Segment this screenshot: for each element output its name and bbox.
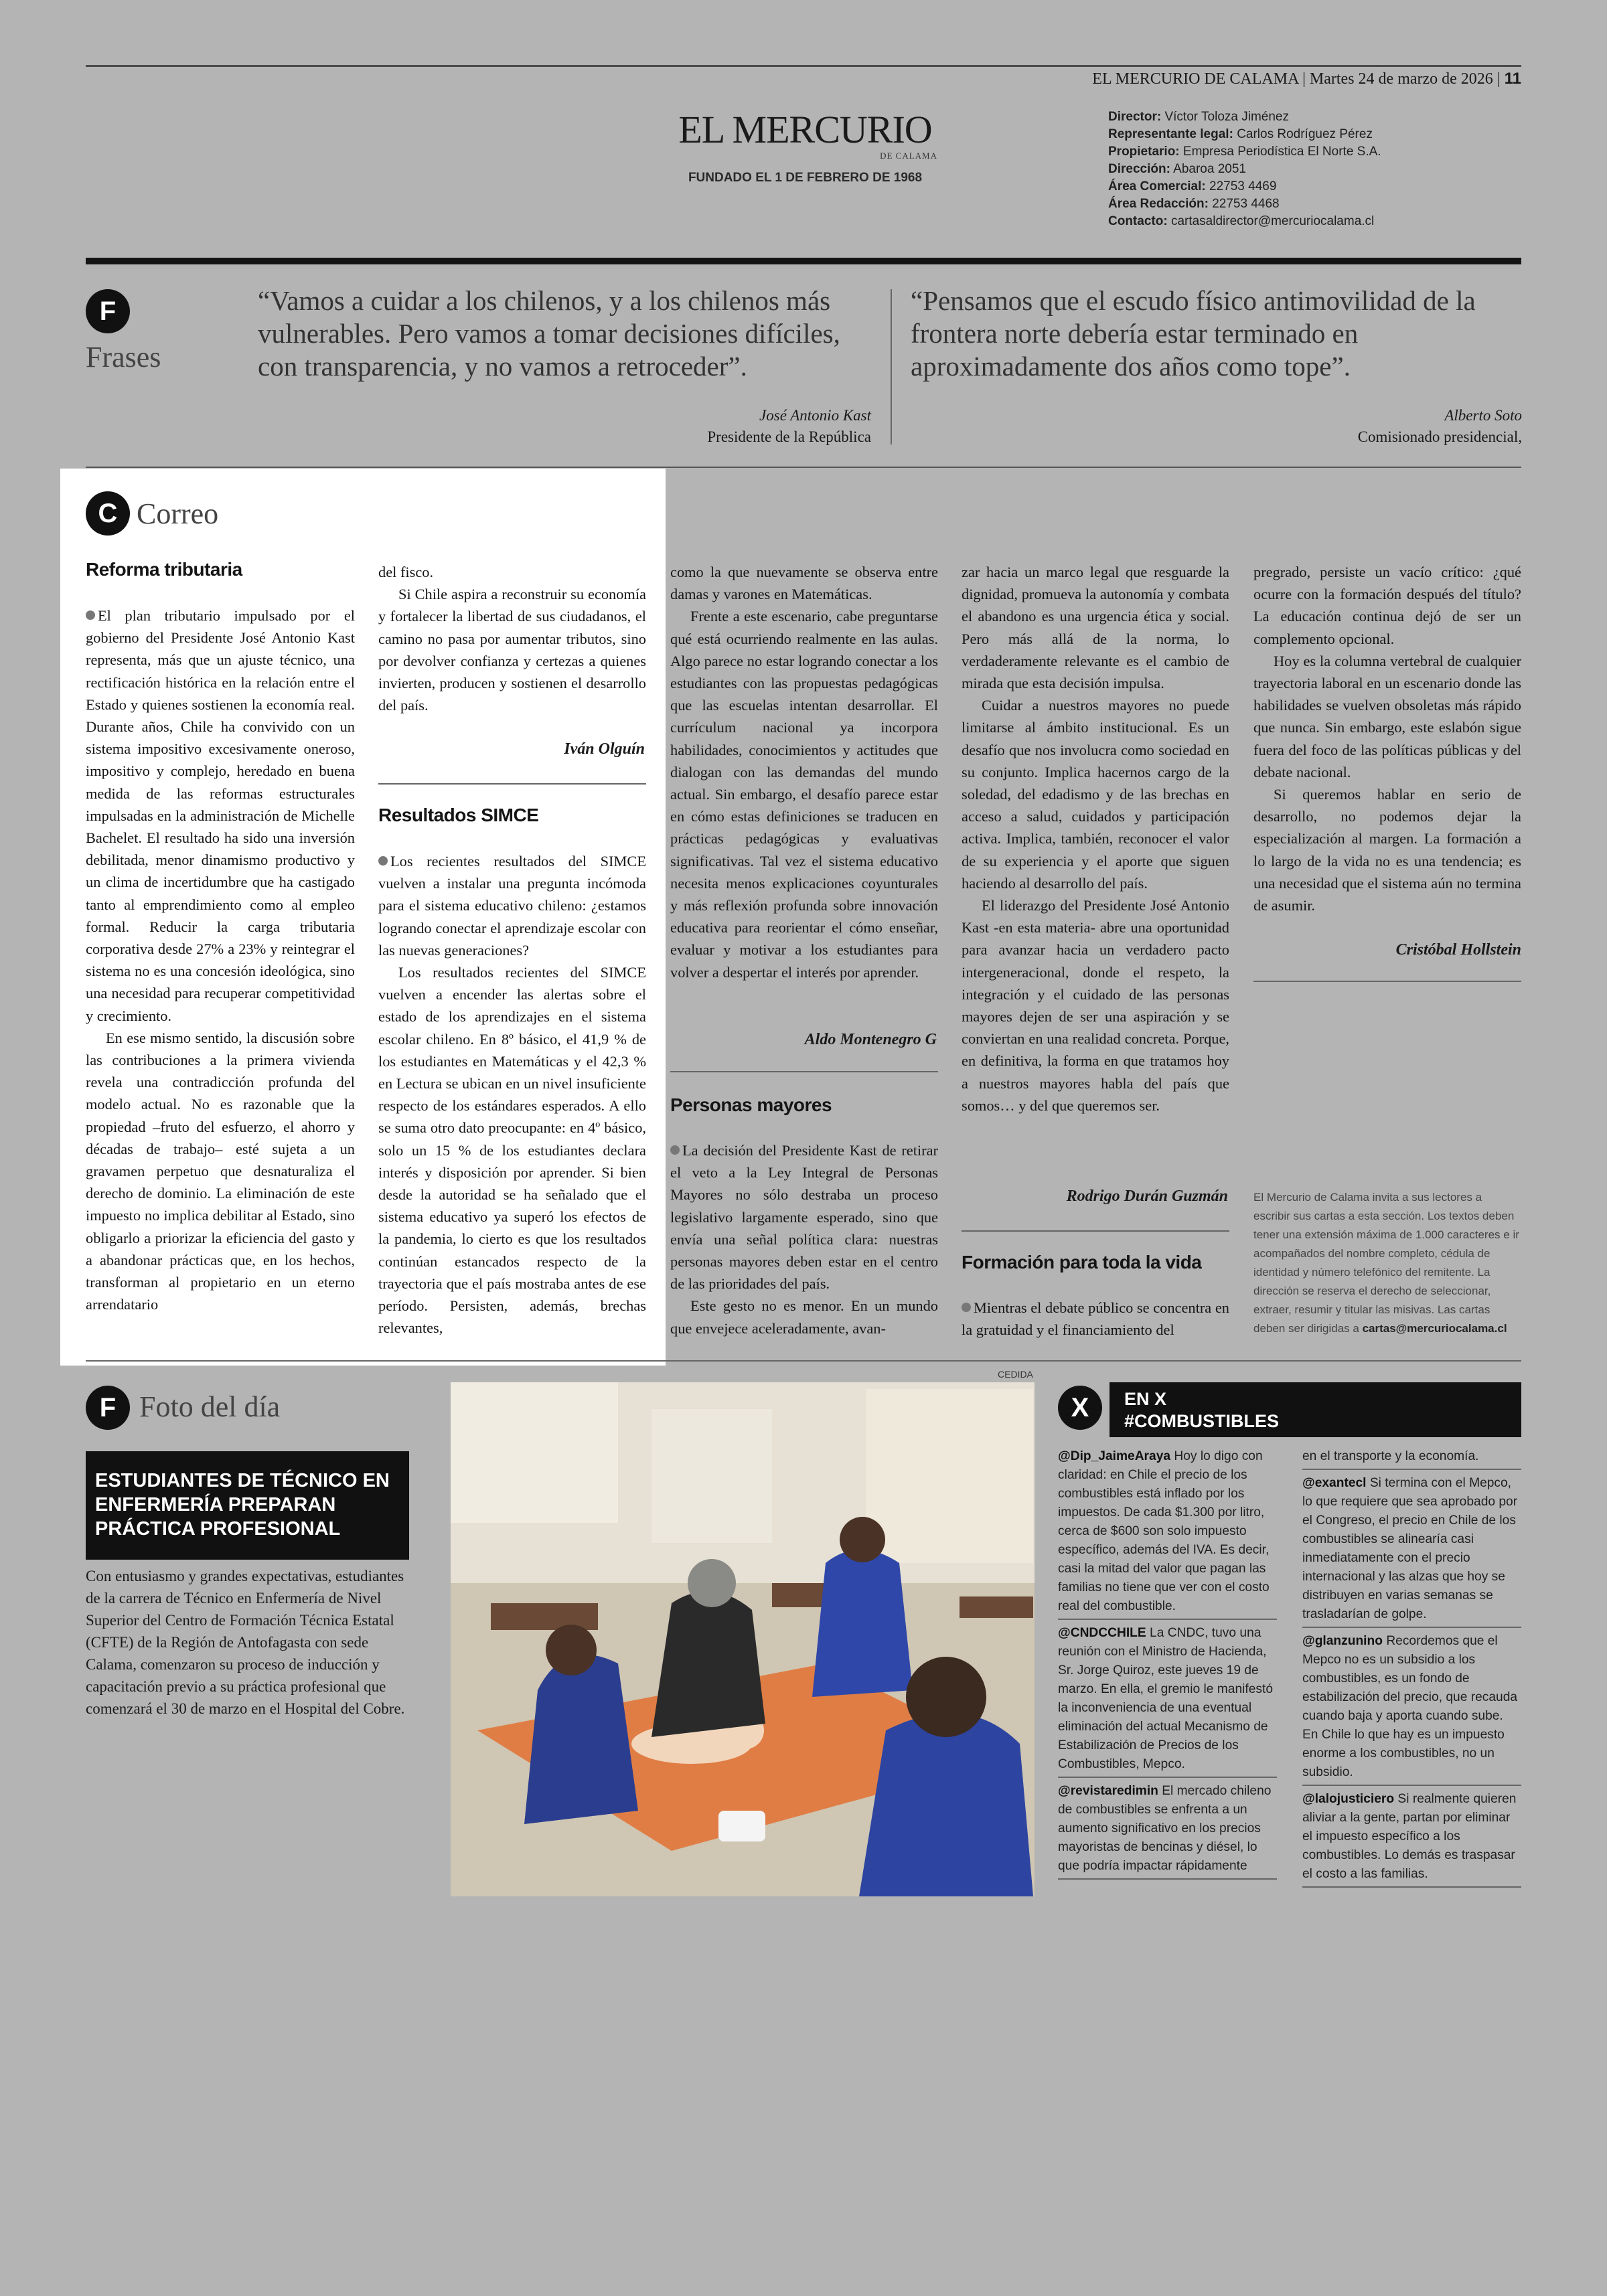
quote-2-author: Alberto Soto — [1444, 407, 1522, 424]
publication-line: EL MERCURIO DE CALAMA | Martes 24 de marzo de 2026 | 11 — [1092, 70, 1521, 88]
tweet: @Dip_JaimeAraya Hoy lo digo con claridad: en Chile el precio de los combustibles está inflado por los impuestos. De cada $1.300 por litro, cerca de $600 son solo impuesto específico, además del IVA. Es decir, casi la mitad del valor que pagan las familias no tiene que ver con el costo real del combustible. — [1058, 1446, 1277, 1620]
letter-1-author: Iván Olguín — [564, 740, 645, 758]
bullet-icon — [86, 610, 95, 620]
photo-headline: ESTUDIANTES DE TÉCNICO EN ENFERMERÍA PREPARAN PRÁCTICA PROFESIONAL — [86, 1451, 409, 1560]
masthead-logo: EL MERCURIO — [678, 108, 932, 151]
bullet-icon — [670, 1145, 680, 1155]
page-number: 11 — [1504, 70, 1521, 88]
photo-cpr-training — [451, 1382, 1035, 1896]
tweet-handle[interactable]: @exantecl — [1302, 1476, 1367, 1490]
letter-3-col4: zar hacia un marco legal que resguarde la dignidad, promueva la autonomía y combata el abandono es una urgencia ética y social. Pero más allá de la norma, lo verdaderamente relevante es el cambio de mirada que esta decisión impulsa. Cuidar a nuestros mayores no puede limitarse al ámbito institucional. Es un desafío que nos involucra como sociedad en su conjunto. Implica hacernos cargo de la soledad, del edadismo y de las brechas en acceso a salud, cuidados y participación activa. Implica, también, reconocer el valor de su experiencia y el aporte que siguen haciendo al desarrollo del país. El liderazgo del Presidente José Antonio Kast -en esta materia- abre una oportunidad para avanzar hacia un verdadero pacto intergeneracional, donde el respeto, la integración y el cuidado de las personas mayores dejen de ser una aspiración y se conviertan en una realidad concreta. Porque, en definitiva, la forma en que tratamos hoy a nuestros mayores habla del país que somos… y del que queremos ser. — [962, 564, 1229, 1114]
staff-box — [1108, 108, 1510, 230]
letter-3-title: Personas mayores — [670, 1094, 832, 1115]
quote-1-text: “Vamos a cuidar a los chilenos, y a los chilenos más vulnerables. Pero vamos a tomar decisiones difíciles, con transparencia, y no vamos a retroceder”. — [258, 285, 840, 382]
letter-1-title: Reforma tributaria — [86, 559, 242, 580]
contact-email[interactable]: cartasaldirector@mercuriocalama.cl — [1170, 214, 1375, 228]
tweet-handle[interactable]: @CNDCCHILE — [1058, 1626, 1146, 1640]
tweet-handle[interactable]: @Dip_JaimeAraya — [1058, 1449, 1171, 1463]
tweet-handle[interactable]: @revistaredimin — [1058, 1784, 1158, 1798]
photo-caption: Con entusiasmo y grandes expectativas, estudiantes de la carrera de Técnico en Enfermería de Nivel Superior del Centro de Formación Técnica Estatal (CFTE) de la Región de Antofagasta con sede Calama, comenzaron su proceso de inducción y capacitación previo a su práctica profesional que comenzará el 30 de marzo en el Hospital del Cobre. — [86, 1568, 405, 1717]
enx-hashtag[interactable]: #COMBUSTIBLES — [1124, 1411, 1280, 1431]
frases-bottom-rule — [86, 467, 1521, 468]
staff-line: Propietario: Empresa Periodística El Norte S.A. — [1108, 145, 1381, 159]
letter-4-col4: Mientras el debate público se concentra en la gratuidad y el financiamiento del — [962, 1299, 1229, 1339]
x-badge-icon: X — [1058, 1386, 1102, 1430]
column-rule — [962, 1230, 1229, 1232]
tweet: @lalojusticiero Si realmente quieren aliviar a la gente, partan por eliminar el impuesto específico a los combustibles. Lo demás es traspasar el costo a las familias. — [1302, 1789, 1521, 1888]
letter-4-author: Cristóbal Hollstein — [1395, 941, 1521, 959]
quote-2-text: “Pensamos que el escudo físico antimovilidad de la frontera norte debería estar terminado en aproximadamente dos años como tope”. — [911, 285, 1476, 382]
quote-1-role: Presidente de la República — [707, 428, 871, 445]
staff-line: Área Redacción: 22753 4468 — [1108, 197, 1280, 211]
founded-line: FUNDADO EL 1 DE FEBRERO DE 1968 — [688, 171, 923, 185]
tweet-handle[interactable]: @lalojusticiero — [1302, 1792, 1395, 1806]
tweet-handle[interactable]: @glanzunino — [1302, 1634, 1383, 1648]
bullet-icon — [378, 856, 388, 866]
letter-3-author: Rodrigo Durán Guzmán — [1066, 1187, 1228, 1205]
masthead-subtitle: DE CALAMA — [880, 151, 937, 161]
tweet: en el transporte y la economía. — [1302, 1446, 1521, 1470]
staff-line: Representante legal: Carlos Rodríguez Pérez — [1108, 127, 1373, 141]
letter-4-title: Formación para toda la vida — [962, 1252, 1202, 1273]
correo-badge-icon: C — [86, 491, 130, 536]
foto-label: Foto del día — [139, 1390, 281, 1423]
column-rule — [1253, 981, 1521, 982]
photo-credit: CEDIDA — [998, 1369, 1033, 1380]
tweet: @CNDCCHILE La CNDC, tuvo una reunión con el Ministro de Hacienda, Sr. Jorge Quiroz, este jueves 19 de marzo. En ella, el gremio le manifestó la inconveniencia de una eventual eliminación del actual Mecanismo de Estabilización de Precios de los Combustibles, Mepco. — [1058, 1623, 1277, 1778]
tweet: @revistaredimin El mercado chileno de combustibles se enfrenta a un aumento significativo en los precios mayoristas de bencinas y diésel, lo que podría impactar rápidamente — [1058, 1781, 1277, 1880]
bullet-icon — [962, 1303, 971, 1312]
publication-name: EL MERCURIO DE CALAMA — [1092, 70, 1299, 88]
staff-line: Director: Víctor Toloza Jiménez — [1108, 110, 1289, 124]
frases-label: Frases — [86, 341, 161, 374]
tweet: @glanzunino Recordemos que el Mepco no es un subsidio a los combustibles, es un fondo de estabilización del precio, que recauda cuando baja y aporta cuando sube. En Chile lo que hay es un impuesto enorme a los combustibles, no un subsidio. — [1302, 1631, 1521, 1786]
letter-3-col3: La decisión del Presidente Kast de retirar el veto a la Ley Integral de Personas Mayores no sólo destraba un proceso legislativo largamente esperado, sino que envía una señal política clara: nuestras personas mayores deben estar en el centro de las prioridades del país. Este gesto no es menor. En un mundo que envejece aceleradamente, avan- — [670, 1142, 938, 1337]
frases-badge-icon: F — [86, 289, 130, 333]
staff-line: Contacto: cartasaldirector@mercuriocalama.cl — [1108, 214, 1375, 228]
letter-2-title: Resultados SIMCE — [378, 805, 539, 825]
publication-date: Martes 24 de marzo de 2026 — [1309, 70, 1493, 88]
letters-email[interactable]: cartas@mercuriocalama.cl — [1362, 1322, 1507, 1335]
masthead — [673, 110, 937, 185]
column-rule — [670, 1071, 938, 1072]
letters-notice: El Mercurio de Calama invita a sus lectores a escribir sus cartas a esta sección. Los textos deben tener una extensión máxima de 1.000 caracteres e ir acompañados del nombre completo, cédula de identidad y número telefónico del remitente. La dirección se reserva el derecho de seleccionar, extraer, resumir y titular las misivas. Las cartas deben ser dirigidas a cartas@mercuriocalama.cl — [1253, 1191, 1519, 1335]
section-rule — [86, 258, 1521, 264]
column-rule — [378, 783, 646, 785]
quote-divider — [891, 289, 892, 444]
letter-2-col3: como la que nuevamente se observa entre damas y varones en Matemáticas. Frente a este escenario, cabe preguntarse qué está ocurriendo realmente en las aulas. Algo parece no estar logrando conectar a los estudiantes con las propuestas pedagógicas que las escuelas intentan desarrollar. El currículum nacional ya incorpora habilidades, conocimientos y actitudes que dialogan con las demandas del mundo actual. Sin embargo, el desafío parece estar en cómo estas definiciones se traducen en prácticas pedagógicas y evaluativas significativas. Tal vez el sistema educativo necesita menos explicaciones coyunturales y más reflexión profunda sobre innovación educativa para reorientar el cómo enseñar, evaluar y motivar a los estudiantes para volver a despertar el interés por aprender. — [670, 564, 938, 981]
quote-2-role: Comisionado presidencial, — [1357, 428, 1522, 445]
bottom-rule — [86, 1360, 1521, 1362]
staff-line: Dirección: Abaroa 2051 — [1108, 162, 1246, 176]
letter-2-col2: Los recientes resultados del SIMCE vuelven a instalar una pregunta incómoda para el sistema educativo chileno: ¿estamos logrando conectar el aprendizaje escolar con las nuevas generaciones? Los resultados recientes del SIMCE vuelven a encender las alertas sobre el estado de los aprendizajes en el sistema escolar chileno. En 8º básico, el 41,9 % de los estudiantes en Matemáticas y el 42,3 % en Lectura se ubican en un nivel insuficiente respecto de los estándares esperados. A ello se suma otro dato preocupante: en 4º básico, solo un 15 % de los estudiantes declara interés y disposición por aprender. Si bien desde la autoridad se ha señalado que el sistema educativo ya superó los efectos de la pandemia, lo cierto es que los resultados continúan estancados respecto de la trayectoria que el país mostraba antes de ese período. Persisten, además, brechas relevantes, — [378, 853, 646, 1337]
quote-1-author: José Antonio Kast — [759, 407, 871, 424]
tweet: @exantecl Si termina con el Mepco, lo que requiere que sea aprobado por el Congreso, el precio en Chile de los combustibles se alinearía casi inmediatamente con el precio internacional y las alzas que hoy se distribuyen en varias semanas se trasladarían de golpe. — [1302, 1473, 1521, 1628]
foto-badge-icon: F — [86, 1386, 130, 1430]
enx-title: EN X — [1124, 1389, 1167, 1409]
letter-4-col5: pregrado, persiste un vacío crítico: ¿qué ocurre con la formación después del título? La educación continua dejó de ser un complemento opcional. Hoy es la columna vertebral de cualquier trayectoria laboral en un escenario donde las habilidades se vuelven obsoletas más rápido que nunca. Sin embargo, este eslabón sigue fuera del foco de las políticas públicas y del debate nacional. Si queremos hablar en serio de desarrollo, no podemos dejar la especialización al margen. La formación a lo largo de la vida no es una tendencia; es una necesidad que el sistema aún no termina de asumir. — [1253, 564, 1521, 914]
enx-header — [1109, 1382, 1521, 1437]
letter-1-col2: del fisco. Si Chile aspira a reconstruir su economía y fortalecer la libertad de sus ciudadanos, el camino no pasa por aumentar tributos, sino por devolver confianza y certezas a quienes invierten, producen y sostienen el desarrollo del país. — [378, 564, 646, 714]
tweets-col-2 — [1302, 1446, 1521, 1890]
correo-label: Correo — [137, 497, 219, 530]
letter-2-author: Aldo Montenegro G — [804, 1031, 937, 1048]
staff-line: Área Comercial: 22753 4469 — [1108, 179, 1277, 193]
tweets-col-1 — [1058, 1446, 1277, 1882]
top-rule — [86, 65, 1521, 67]
letter-1-col1: El plan tributario impulsado por el gobierno del Presidente José Antonio Kast representa, más que un ajuste técnico, una rectificación histórica en la relación entre el Estado y quienes sostienen la economía real. Durante años, Chile ha convivido con un sistema impositivo excesivamente oneroso, impositivo y complejo, heredado en buena medida de las reformas estructurales impulsadas en la administración de Michelle Bachelet. El resultado ha sido una inversión debilitada, menor dinamismo productivo y un clima de incertidumbre que ha castigado tanto al emprendimiento como al empleo formal. Reducir la carga tributaria corporativa desde 27% a 23% y reintegrar el sistema no es una concesión ideológica, sino una necesidad para recuperar competitividad y crecimiento. En ese mismo sentido, la discusión sobre las contribuciones a la primera vivienda revela una contradicción profunda del modelo actual. No es razonable que la propiedad –fruto del esfuerzo, el ahorro y décadas de trabajo– esté sujeta a un gravamen perpetuo que desnaturaliza el derecho de dominio. La eliminación de este impuesto no implica debilitar al Estado, sino obligarlo a priorizar la eficiencia del gasto y a abandonar prácticas que, en los hechos, transforman al propietario en un eterno arrendatario — [86, 607, 355, 1313]
